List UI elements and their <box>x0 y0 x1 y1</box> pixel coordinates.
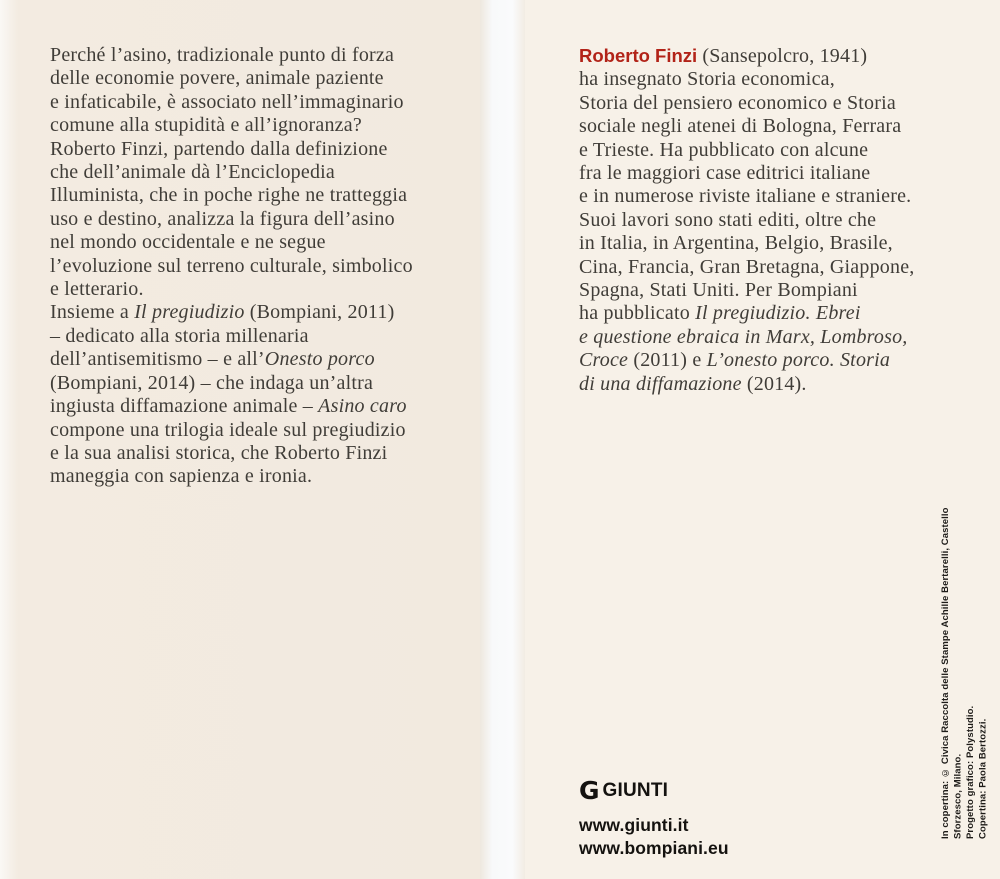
text-line <box>50 395 475 418</box>
right-flap <box>525 0 1000 879</box>
text-segment: Insieme a <box>50 301 135 324</box>
text-line <box>50 138 475 161</box>
text-line <box>579 326 999 349</box>
text-segment: e la sua analisi storica, che Roberto Finzi <box>50 441 388 464</box>
text-line <box>50 208 475 231</box>
text-segment: ha insegnato Storia economica, <box>579 68 835 91</box>
text-line <box>50 91 475 114</box>
text-line <box>50 419 475 442</box>
text-line <box>50 325 475 348</box>
text-line <box>50 442 475 465</box>
left-flap <box>0 0 480 879</box>
fold-gutter <box>480 0 525 879</box>
text-line <box>579 373 999 396</box>
text-segment: Cina, Francia, Gran Bretagna, Giappone, <box>579 255 915 278</box>
text-segment: in Italia, in Argentina, Belgio, Brasile, <box>579 232 893 255</box>
text-segment: (Sansepolcro, 1941) <box>697 45 868 67</box>
text-segment: e letterario. <box>50 278 144 301</box>
text-segment: di una diffamazione <box>579 372 742 395</box>
giunti-logo <box>579 778 729 803</box>
text-segment: (Bompiani, 2014) – che indaga un’altra <box>50 371 374 394</box>
website-giunti: www.giunti.it <box>579 815 689 835</box>
text-line <box>50 114 475 137</box>
text-line <box>50 465 475 488</box>
text-segment: Spagna, Stati Uniti. Per Bompiani <box>579 279 858 302</box>
text-segment: delle economie povere, animale paziente <box>50 67 384 90</box>
text-segment: sociale negli atenei di Bologna, Ferrara <box>579 115 902 138</box>
text-line <box>579 185 999 208</box>
giunti-logo-text: GIUNTI <box>602 779 669 801</box>
text-segment: (2014). <box>741 372 807 395</box>
text-line <box>579 44 999 68</box>
text-segment: Croce <box>579 349 629 372</box>
text-line <box>50 301 475 324</box>
author-bio-text <box>579 44 999 396</box>
text-segment: (2011) e <box>628 349 707 372</box>
credit-line-cover-image: In copertina: © Civica Raccolta delle Stampe Achille Bertarelli, Castello Sforzesco, Milano. <box>940 507 964 839</box>
text-segment: ha pubblicato <box>579 302 696 325</box>
text-segment: Il pregiudizio. Ebrei <box>695 302 861 325</box>
text-line <box>579 139 999 162</box>
text-line <box>50 372 475 395</box>
publisher-block <box>579 778 729 859</box>
text-segment: Suoi lavori sono stati editi, oltre che <box>579 208 877 231</box>
text-line <box>579 256 999 279</box>
text-segment: Il pregiudizio <box>134 301 245 324</box>
text-line <box>579 68 999 91</box>
text-line <box>579 279 999 302</box>
text-segment: maneggia con sapienza e ironia. <box>50 465 313 488</box>
text-segment: Illuminista, che in poche righe ne tratteggia <box>50 184 408 207</box>
credit-line-cover-design: Copertina: Paola Bertozzi. <box>977 718 989 839</box>
text-line <box>50 231 475 254</box>
text-segment: Perché l’asino, tradizionale punto di forza <box>50 44 395 66</box>
publisher-websites <box>579 814 729 859</box>
text-line <box>579 302 999 325</box>
text-segment: – dedicato alla storia millenaria <box>50 324 309 347</box>
text-line <box>579 92 999 115</box>
book-description-text <box>50 44 475 489</box>
text-segment: Onesto porco <box>264 348 375 371</box>
credits-vertical <box>940 479 990 839</box>
credit-line-graphic-design: Progetto grafico: Polystudio. <box>965 705 976 839</box>
text-segment: ingiusta diffamazione animale – <box>50 395 319 418</box>
text-line <box>579 162 999 185</box>
text-segment: (Bompiani, 2011) <box>244 301 395 324</box>
text-segment: fra le maggiori case editrici italiane <box>579 162 871 185</box>
text-segment: compone una trilogia ideale sul pregiudizio <box>50 418 406 441</box>
text-segment: e Trieste. Ha pubblicato con alcune <box>579 138 869 161</box>
text-segment: Asino caro <box>318 395 407 418</box>
text-segment: Roberto Finzi, partendo dalla definizione <box>50 137 388 160</box>
text-line <box>50 255 475 278</box>
text-line <box>50 161 475 184</box>
text-segment: Storia del pensiero economico e Storia <box>579 91 896 114</box>
text-segment: che dell’animale dà l’Enciclopedia <box>50 161 335 184</box>
text-segment: dell’antisemitismo – e all’ <box>50 348 265 371</box>
author-name-highlight: Roberto Finzi <box>579 45 698 66</box>
website-bompiani: www.bompiani.eu <box>579 837 729 858</box>
text-line <box>50 184 475 207</box>
text-line <box>50 348 475 371</box>
text-segment: L’onesto porco. Storia <box>706 349 891 372</box>
text-segment: uso e destino, analizza la figura dell’asino <box>50 207 395 230</box>
text-segment: l’evoluzione sul terreno culturale, simbolico <box>50 254 413 277</box>
text-line <box>579 115 999 138</box>
text-segment: e questione ebraica in Marx, Lombroso, <box>579 325 908 348</box>
text-segment: e infaticabile, è associato nell’immaginario <box>50 90 404 113</box>
text-segment: e in numerose riviste italiane e straniere. <box>579 185 912 208</box>
giunti-g-icon: G <box>579 776 599 805</box>
text-segment: nel mondo occidentale e ne segue <box>50 231 326 254</box>
text-line <box>50 67 475 90</box>
text-segment: comune alla stupidità e all’ignoranza? <box>50 114 362 137</box>
text-line <box>579 349 999 372</box>
text-line <box>579 209 999 232</box>
text-line <box>50 278 475 301</box>
text-line <box>50 44 475 67</box>
text-line <box>579 232 999 255</box>
